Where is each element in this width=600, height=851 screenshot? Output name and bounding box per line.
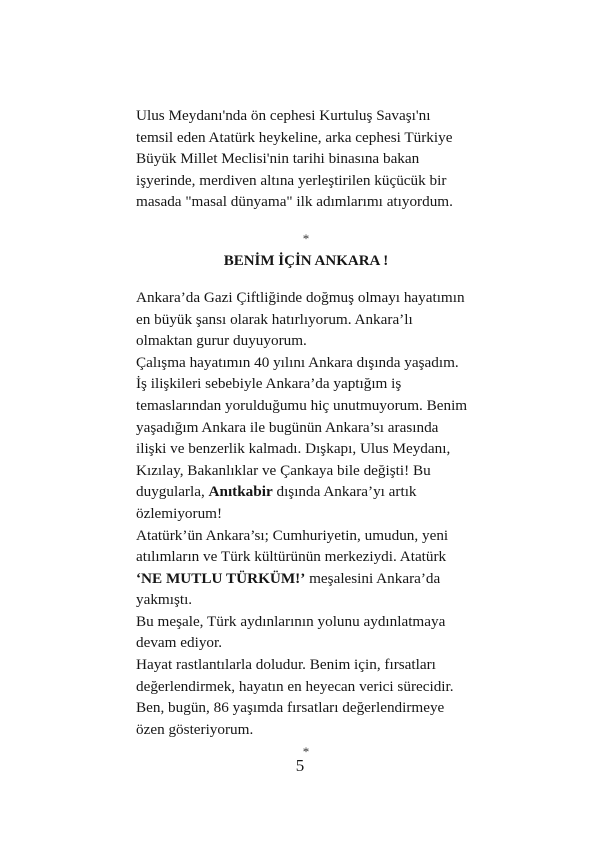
text-line: temsil eden Atatürk heykeline, arka cephesi Türkiye xyxy=(136,128,453,146)
text-line: işyerinde, merdiven altına yerleştirilen küçücük bir xyxy=(136,171,447,189)
text-line: devam ediyor. xyxy=(136,634,223,652)
text-line xyxy=(136,481,476,503)
text-segment: duygularla, xyxy=(136,483,209,501)
bold-quote-ne-mutlu-turkum: ‘NE MUTLU TÜRKÜM!’ xyxy=(136,569,306,587)
text-line: yaşadığım Ankara ile bugünün Ankara’sı arasında xyxy=(136,418,439,436)
text-line: ilişki ve benzerlik kalmadı. Dışkapı, Ulus Meydanı, xyxy=(136,440,451,458)
text-line: olmaktan gurur duyuyorum. xyxy=(136,332,307,350)
text-line: Büyük Millet Meclisi'nin tarihi binasına bakan xyxy=(136,150,420,168)
text-line: masada "masal dünyama" ilk adımlarımı atıyordum. xyxy=(136,193,453,211)
text-line xyxy=(136,568,476,590)
text-line: Bu meşale, Türk aydınlarının yolunu aydınlatmaya xyxy=(136,612,446,630)
separator-asterisk: * xyxy=(302,230,310,246)
body-paragraph xyxy=(136,287,476,740)
text-line: Ulus Meydanı'nda ön cephesi Kurtuluş Savaşı'nı xyxy=(136,107,431,124)
text-line: değerlendirmek, hayatın en heyecan verici sürecidir. xyxy=(136,677,454,695)
text-line: Atatürk’ün Ankara’sı; Cumhuriyetin, umudun, yeni xyxy=(136,526,449,544)
text-line: yakmıştı. xyxy=(136,591,193,609)
text-line: İş ilişkileri sebebiyle Ankara’da yaptığım iş xyxy=(136,375,402,393)
text-line: atılımların ve Türk kültürünün merkeziydi. Atatürk xyxy=(136,548,447,566)
text-line: özen gösteriyorum. xyxy=(136,720,254,738)
text-line: temaslarından yorulduğumu hiç unutmuyorum. Benim xyxy=(136,396,468,414)
intro-paragraph xyxy=(136,105,476,213)
page-content xyxy=(136,105,476,760)
bold-term-anitkabir: Anıtkabir xyxy=(208,483,273,501)
section-heading: BENİM İÇİN ANKARA ! xyxy=(223,252,389,269)
separator-asterisk: * xyxy=(302,744,310,760)
text-line: Ankara’da Gazi Çiftliğinde doğmuş olmayı hayatımın xyxy=(136,288,465,306)
text-line: Ben, bugün, 86 yaşımda fırsatları değerlendirmeye xyxy=(136,699,445,717)
page-number: 5 xyxy=(295,756,305,775)
text-segment: meşalesini Ankara’da xyxy=(305,569,441,587)
text-segment: dışında Ankara’yı artık xyxy=(272,483,417,501)
text-line: Hayat rastlantılarla doludur. Benim için, fırsatları xyxy=(136,656,436,674)
text-line: özlemiyorum! xyxy=(136,504,223,522)
text-line: en büyük şansı olarak hatırlıyorum. Ankara’lı xyxy=(136,310,413,328)
text-line: Kızılay, Bakanlıklar ve Çankaya bile değişti! Bu xyxy=(136,461,431,479)
text-line: Çalışma hayatımın 40 yılını Ankara dışında yaşadım. xyxy=(136,353,459,371)
